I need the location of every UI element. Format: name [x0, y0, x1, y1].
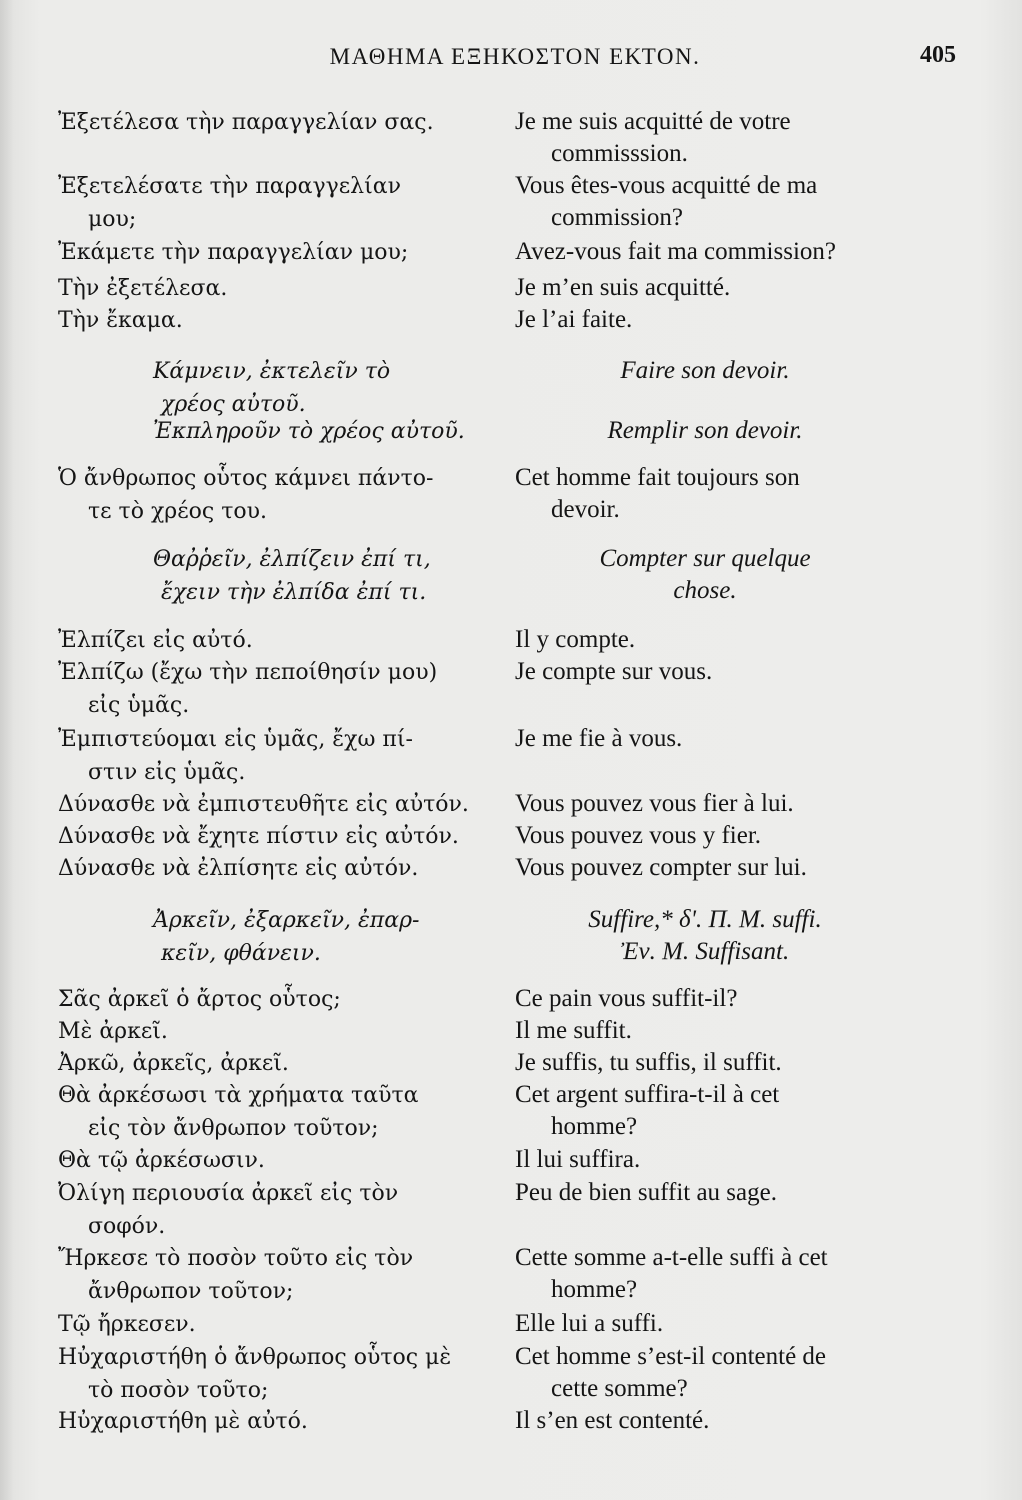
greek-text [58, 304, 510, 337]
french-line: Il lui suffira. [515, 1146, 641, 1173]
greek-line: Ἐκπληροῦν τὸ χρέος αὐτοῦ. [153, 419, 465, 444]
french-text [515, 236, 955, 268]
french-text [515, 415, 895, 447]
french-text [515, 1144, 955, 1176]
greek-line: Ἐξετελέσατε τὴν παραγγελίαν [58, 174, 401, 199]
french-line: Je me fie à vous. [515, 725, 683, 752]
greek-line: Θὰ ἀρκέσωσι τὰ χρήματα ταῦτα [58, 1083, 419, 1108]
greek-line: εἰς ὑμᾶς. [88, 693, 190, 718]
greek-line: Δύνασθε νὰ ἔχητε πίστιν εἰς αὐτόν. [58, 824, 459, 849]
french-line: Je me suis acquitté de votre [515, 108, 791, 135]
greek-text [58, 1405, 510, 1438]
greek-line: σοφόν. [88, 1214, 166, 1239]
french-line: chose. [673, 577, 737, 604]
greek-line: Ὁ ἄνθρωπος οὗτος κάμνει πάντο- [58, 466, 434, 491]
french-line: Cet homme fait toujours son [515, 464, 800, 491]
french-line: devoir. [551, 496, 620, 523]
greek-line: Τῷ ἤρκεσεν. [58, 1312, 196, 1337]
greek-text [58, 106, 510, 139]
greek-line: Ἤρκεσε τὸ ποσὸν τοῦτο εἰς τὸν [58, 1246, 414, 1271]
greek-text [58, 852, 510, 885]
french-text [515, 852, 955, 884]
greek-line: Ἐμπιστεύομαι εἰς ὑμᾶς, ἔχω πί- [58, 727, 413, 752]
greek-text [58, 788, 510, 821]
greek-line: Ἀρκῶ, ἀρκεῖς, ἀρκεῖ. [58, 1051, 289, 1076]
french-line: Compter sur quelque [599, 545, 811, 572]
french-text [515, 656, 955, 688]
greek-line: Ηὐχαριστήθη ὁ ἄνθρωπος οὗτος μὲ [58, 1345, 452, 1370]
french-line: homme? [551, 1276, 638, 1303]
greek-text [58, 1242, 510, 1308]
french-text [515, 1015, 955, 1047]
greek-line: εἰς τὸν ἄνθρωπον τοῦτον; [88, 1116, 379, 1141]
greek-line: τε τὸ χρέος του. [88, 499, 267, 524]
french-line: Avez-vous fait ma commission? [515, 238, 836, 265]
french-line: Vous pouvez vous fier à lui. [515, 790, 794, 817]
french-line: homme? [551, 1113, 638, 1140]
greek-line: Σᾶς ἀρκεῖ ὁ ἄρτος οὗτος; [58, 987, 341, 1012]
running-title: ΜΑΘΗΜΑ ΕΞΗΚΟΣΤΟΝ ΕΚΤΟΝ. [329, 44, 701, 69]
greek-line: Τὴν ἐξετέλεσα. [58, 276, 228, 301]
french-text [515, 304, 955, 336]
greek-text [58, 1177, 510, 1243]
french-line: Cet argent suffira-t-il à cet [515, 1081, 780, 1108]
french-text [515, 1308, 955, 1340]
greek-line: Μὲ ἀρκεῖ. [58, 1019, 168, 1044]
greek-text [58, 820, 510, 853]
greek-line: Ἐξετέλεσα τὴν παραγγελίαν σας. [58, 110, 434, 135]
greek-text [58, 1308, 510, 1341]
french-text [515, 723, 955, 755]
french-text [515, 820, 955, 852]
greek-text [58, 723, 510, 789]
greek-text [58, 462, 510, 528]
french-text [515, 788, 955, 820]
french-text [515, 624, 955, 656]
greek-line: Ηὐχαριστήθη μὲ αὐτό. [58, 1409, 308, 1434]
french-line: Peu de bien suffit au sage. [515, 1179, 777, 1206]
french-line: Cette somme a-t-elle suffi à cet [515, 1244, 828, 1271]
greek-line: Δύνασθε νὰ ἐλπίσητε εἰς αὐτόν. [58, 856, 419, 881]
french-line: Suffire,* δ'. Π. Μ. suffi. [588, 906, 822, 933]
french-line: Vous pouvez compter sur lui. [515, 854, 807, 881]
greek-text [58, 543, 510, 609]
greek-line: ἄνθρωπον τοῦτον; [88, 1279, 294, 1304]
french-text [515, 543, 895, 607]
french-line: Cet homme s’est-il contenté de [515, 1343, 827, 1370]
french-line: cette somme? [551, 1375, 688, 1402]
greek-text [58, 1341, 510, 1407]
french-text [515, 1177, 955, 1209]
greek-text [58, 1047, 510, 1080]
french-text [515, 983, 955, 1015]
french-line: Faire son devoir. [620, 357, 790, 384]
french-line: Je suffis, tu suffis, il suffit. [515, 1049, 782, 1076]
greek-text [58, 170, 510, 236]
greek-line: μου; [88, 207, 137, 232]
french-line: Vous êtes-vous acquitté de ma [515, 172, 818, 199]
greek-line: Ἐλπίζω (ἔχω τὴν πεποίθησίν μου) [58, 660, 438, 685]
greek-text [58, 656, 510, 722]
greek-text [58, 983, 510, 1016]
greek-line: Θαῤῥεῖν, ἐλπίζειν ἐπί τι, [153, 547, 431, 572]
french-text [515, 1405, 955, 1437]
greek-line: Ἐκάμετε τὴν παραγγελίαν μου; [58, 240, 409, 265]
greek-text [58, 355, 510, 421]
french-text [515, 904, 895, 968]
greek-line: Δύνασθε νὰ ἐμπιστευθῆτε εἰς αὐτόν. [58, 792, 469, 817]
french-line: Je m’en suis acquitté. [515, 274, 731, 301]
french-text [515, 106, 955, 170]
greek-text [58, 624, 510, 657]
greek-text [58, 236, 510, 269]
french-text [515, 1047, 955, 1079]
french-line: Ce pain vous suffit-il? [515, 985, 738, 1012]
greek-text [58, 1015, 510, 1048]
greek-text [58, 415, 510, 448]
greek-text [58, 272, 510, 305]
greek-line: κεῖν, φθάνειν. [161, 941, 321, 966]
greek-line: Ἀρκεῖν, ἐξαρκεῖν, ἐπαρ- [153, 908, 420, 933]
french-line: Je l’ai faite. [515, 306, 633, 333]
french-line: Il y compte. [515, 626, 636, 653]
greek-line: Ἐλπίζει εἰς αὐτό. [58, 628, 253, 653]
french-line: commission? [551, 204, 683, 231]
french-text [515, 1079, 955, 1143]
greek-line: τὸ ποσὸν τοῦτο; [88, 1378, 269, 1403]
greek-line: στιν εἰς ὑμᾶς. [88, 760, 246, 785]
french-line: Il me suffit. [515, 1017, 632, 1044]
french-line: Elle lui a suffi. [515, 1310, 664, 1337]
french-text [515, 1242, 955, 1306]
french-text [515, 1341, 955, 1405]
french-line: Je compte sur vous. [515, 658, 713, 685]
greek-line: ἔχειν τὴν ἐλπίδα ἐπί τι. [161, 580, 427, 605]
greek-text [58, 904, 510, 970]
greek-text [58, 1079, 510, 1145]
french-line: Remplir son devoir. [607, 417, 803, 444]
greek-line: Κάμνειν, ἐκτελεῖν τὸ [153, 359, 391, 384]
greek-line: Ὀλίγη περιουσία ἀρκεῖ εἰς τὸν [58, 1181, 399, 1206]
french-text [515, 355, 895, 387]
greek-line: χρέος αὐτοῦ. [161, 392, 306, 417]
greek-text [58, 1144, 510, 1177]
greek-line: Τὴν ἔκαμα. [58, 308, 183, 333]
french-line: Ἐν. Μ. Suffisant. [620, 938, 790, 965]
french-line: Il s’en est contenté. [515, 1407, 710, 1434]
greek-line: Θὰ τῷ ἀρκέσωσιν. [58, 1148, 265, 1173]
french-text [515, 272, 955, 304]
french-line: commisssion. [551, 140, 688, 167]
french-line: Vous pouvez vous y fier. [515, 822, 762, 849]
french-text [515, 170, 955, 234]
french-text [515, 462, 955, 526]
page-number: 405 [920, 42, 956, 68]
